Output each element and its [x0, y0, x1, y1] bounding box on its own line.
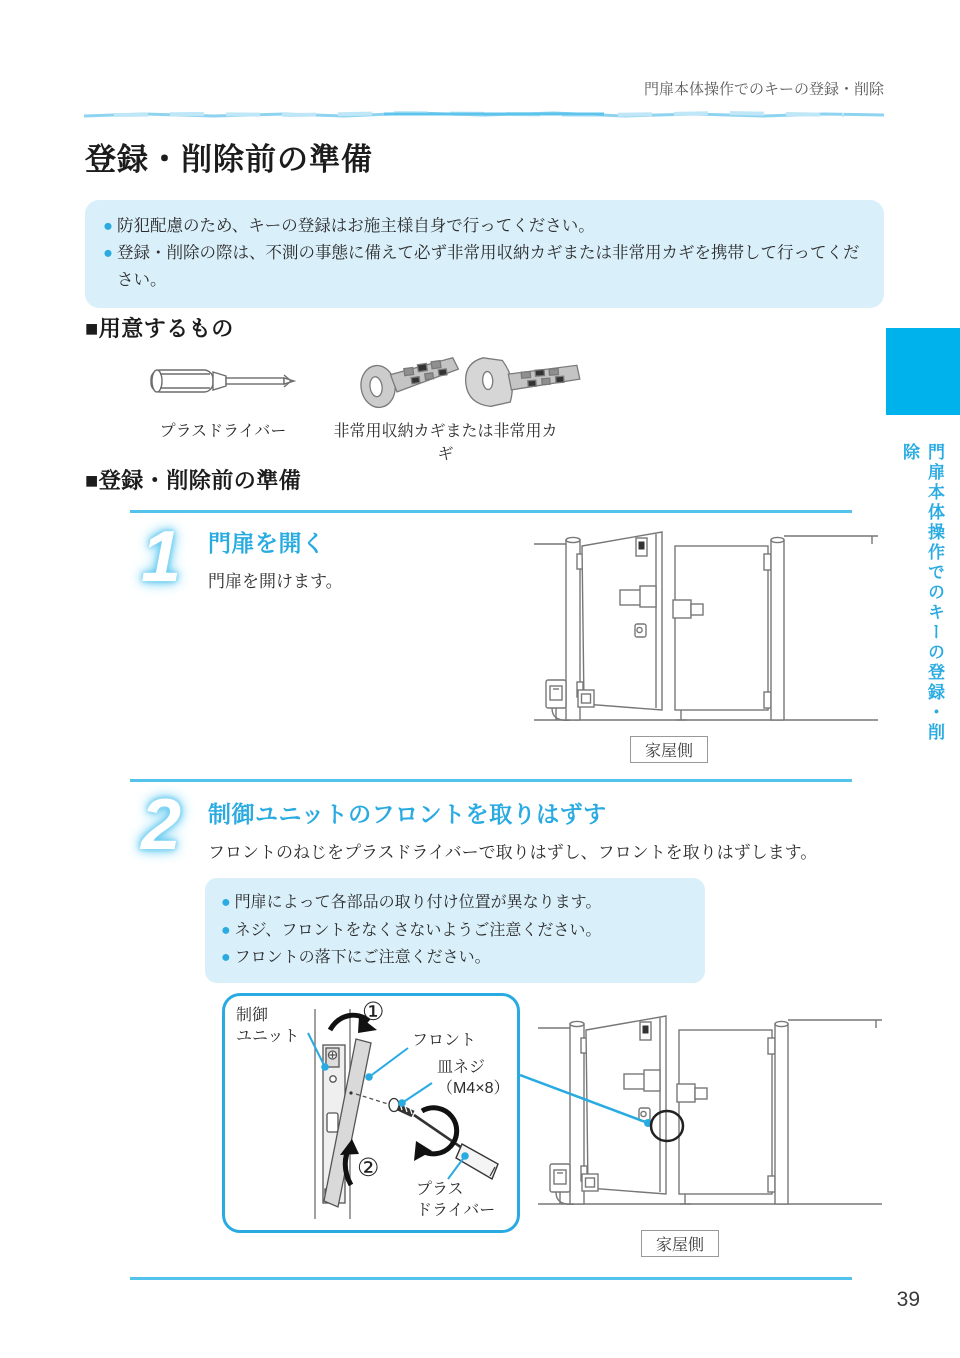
note-item [221, 889, 689, 917]
notice-text: 登録・削除の際は、不測の事態に備えて必ず非常用収納カギまたは非常用カギを携帯して行ってください。 [116, 244, 860, 290]
step2-number: 2 [140, 785, 182, 865]
torn-rule-decoration [84, 110, 884, 120]
step2-note-box [205, 878, 705, 983]
bullet-icon: ● [103, 217, 113, 235]
bullet-icon: ● [221, 949, 231, 967]
page-number: 39 [896, 1288, 920, 1311]
label-line: 皿ネジ [437, 1059, 486, 1076]
notice-box [85, 200, 884, 308]
label-line: （M4×8） [437, 1079, 510, 1097]
section-heading-steps: ■登録・削除前の準備 [85, 468, 302, 493]
note-text: 門扉によって各部品の取り付け位置が異なります。 [234, 894, 602, 911]
note-item [221, 944, 689, 972]
figure-caption-house-side: 家屋側 [630, 736, 708, 763]
label-front: フロント [412, 1032, 477, 1049]
label-line: ユニット [236, 1027, 300, 1045]
step2-description: フロントのねじをプラスドライバーで取りはずし、フロントを取りはずします。 [208, 843, 818, 862]
bullet-icon: ● [103, 244, 113, 263]
page-title: 登録・削除前の準備 [85, 142, 373, 177]
figure-caption-house-side: 家屋側 [641, 1230, 719, 1257]
step2-title: 制御ユニットのフロントを取りはずす [208, 801, 607, 827]
label-line: ドライバー [416, 1201, 496, 1219]
notice-item [103, 240, 866, 294]
step-divider [130, 510, 852, 513]
screwdriver-illustration [148, 356, 298, 411]
callout-pointer [520, 1058, 700, 1148]
section-heading-tools: ■用意するもの [85, 316, 234, 341]
note-text: フロントの落下にご注意ください。 [234, 949, 491, 967]
emergency-keys-illustration [350, 348, 585, 414]
circled-2-mark: ② [357, 1154, 380, 1182]
label-line: プラス [416, 1181, 464, 1198]
bullet-icon: ● [221, 921, 231, 939]
bullet-icon: ● [221, 894, 231, 911]
label-control-unit [236, 1006, 299, 1048]
label-flat-screw [437, 1058, 509, 1100]
running-header: 門扉本体操作でのキーの登録・削除 [643, 81, 884, 98]
step-divider [130, 779, 852, 782]
tool-label-screwdriver: プラスドライバー [159, 423, 287, 440]
step1-number: 1 [140, 517, 182, 597]
step1-title: 門扉を開く [208, 530, 326, 556]
tool-label-keys: 非常用収納カギまたは非常用カギ [333, 423, 558, 463]
chapter-tab [886, 328, 960, 415]
label-line: 制御 [236, 1007, 269, 1024]
step-divider [130, 1277, 852, 1280]
label-phillips-screwdriver [416, 1180, 495, 1222]
notice-text: 防犯配慮のため、キーの登録はお施主様自身で行ってください。 [116, 217, 595, 235]
gate-illustration [528, 524, 884, 736]
chapter-tab-label: 門扉本体操作でのキーの登録・削除 [900, 443, 944, 743]
circled-1-mark: ① [362, 998, 385, 1026]
step1-description: 門扉を開けます。 [208, 572, 343, 591]
note-text: ネジ、フロントをなくさないようご注意ください。 [234, 921, 602, 939]
notice-item [103, 213, 866, 240]
note-item [221, 917, 689, 945]
